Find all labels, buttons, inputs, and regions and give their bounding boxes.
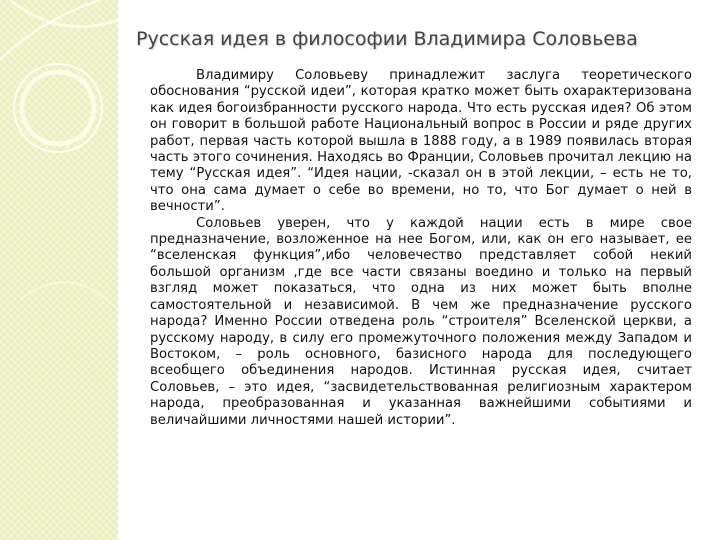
decorative-arcs: [0, 0, 118, 540]
paragraph-2: Соловьев уверен, что у каждой нации есть в мире свое предназначение, возложенное на нее Богом, или, как он его называет, ее “вселенская функция”,ибо человечество представляет собой некий большой организм ,где все части связаны воедино и только на первый взгляд может показаться, что одна из них может быть вполне самостоятельной и независимой. В чем же предназначение русского народа? Именно России отведена роль “строителя” Вселенской церкви, а русскому народу, в силу его промежуточного положения между Западом и Востоком, – роль основного, базисного народа для последующего всеобщего объединения народов. Истинная русская идея, считает Соловьев, – это идея, “засвидетельствованная религиозным характером народа, преобразованная и указанная важнейшими событиями и величайшими личностями нашей истории”.: [150, 215, 692, 428]
paragraph-1: Владимиру Соловьеву принадлежит заслуга теоретического обоснования “русской идеи”, которая кратко может быть охарактеризована как идея богоизбранности русского народа. Что есть русская идея? Об этом он говорит в большой работе Национальный вопрос в России и ряде других работ, первая часть которой вышла в 1888 году, а в 1989 появилась вторая часть этого сочинения. Находясь во Франции, Соловьев прочитал лекцию на тему “Русская идея”. “Идея нации, -сказал он в этой лекции, – есть не то, что она сама думает о себе во времени, но то, что Бог думает о ней в вечности”.: [150, 68, 692, 215]
slide-body: [150, 68, 692, 429]
slide-title: Русская идея в философии Владимира Соловьева: [136, 28, 638, 50]
decorative-sidebar: [0, 0, 118, 540]
